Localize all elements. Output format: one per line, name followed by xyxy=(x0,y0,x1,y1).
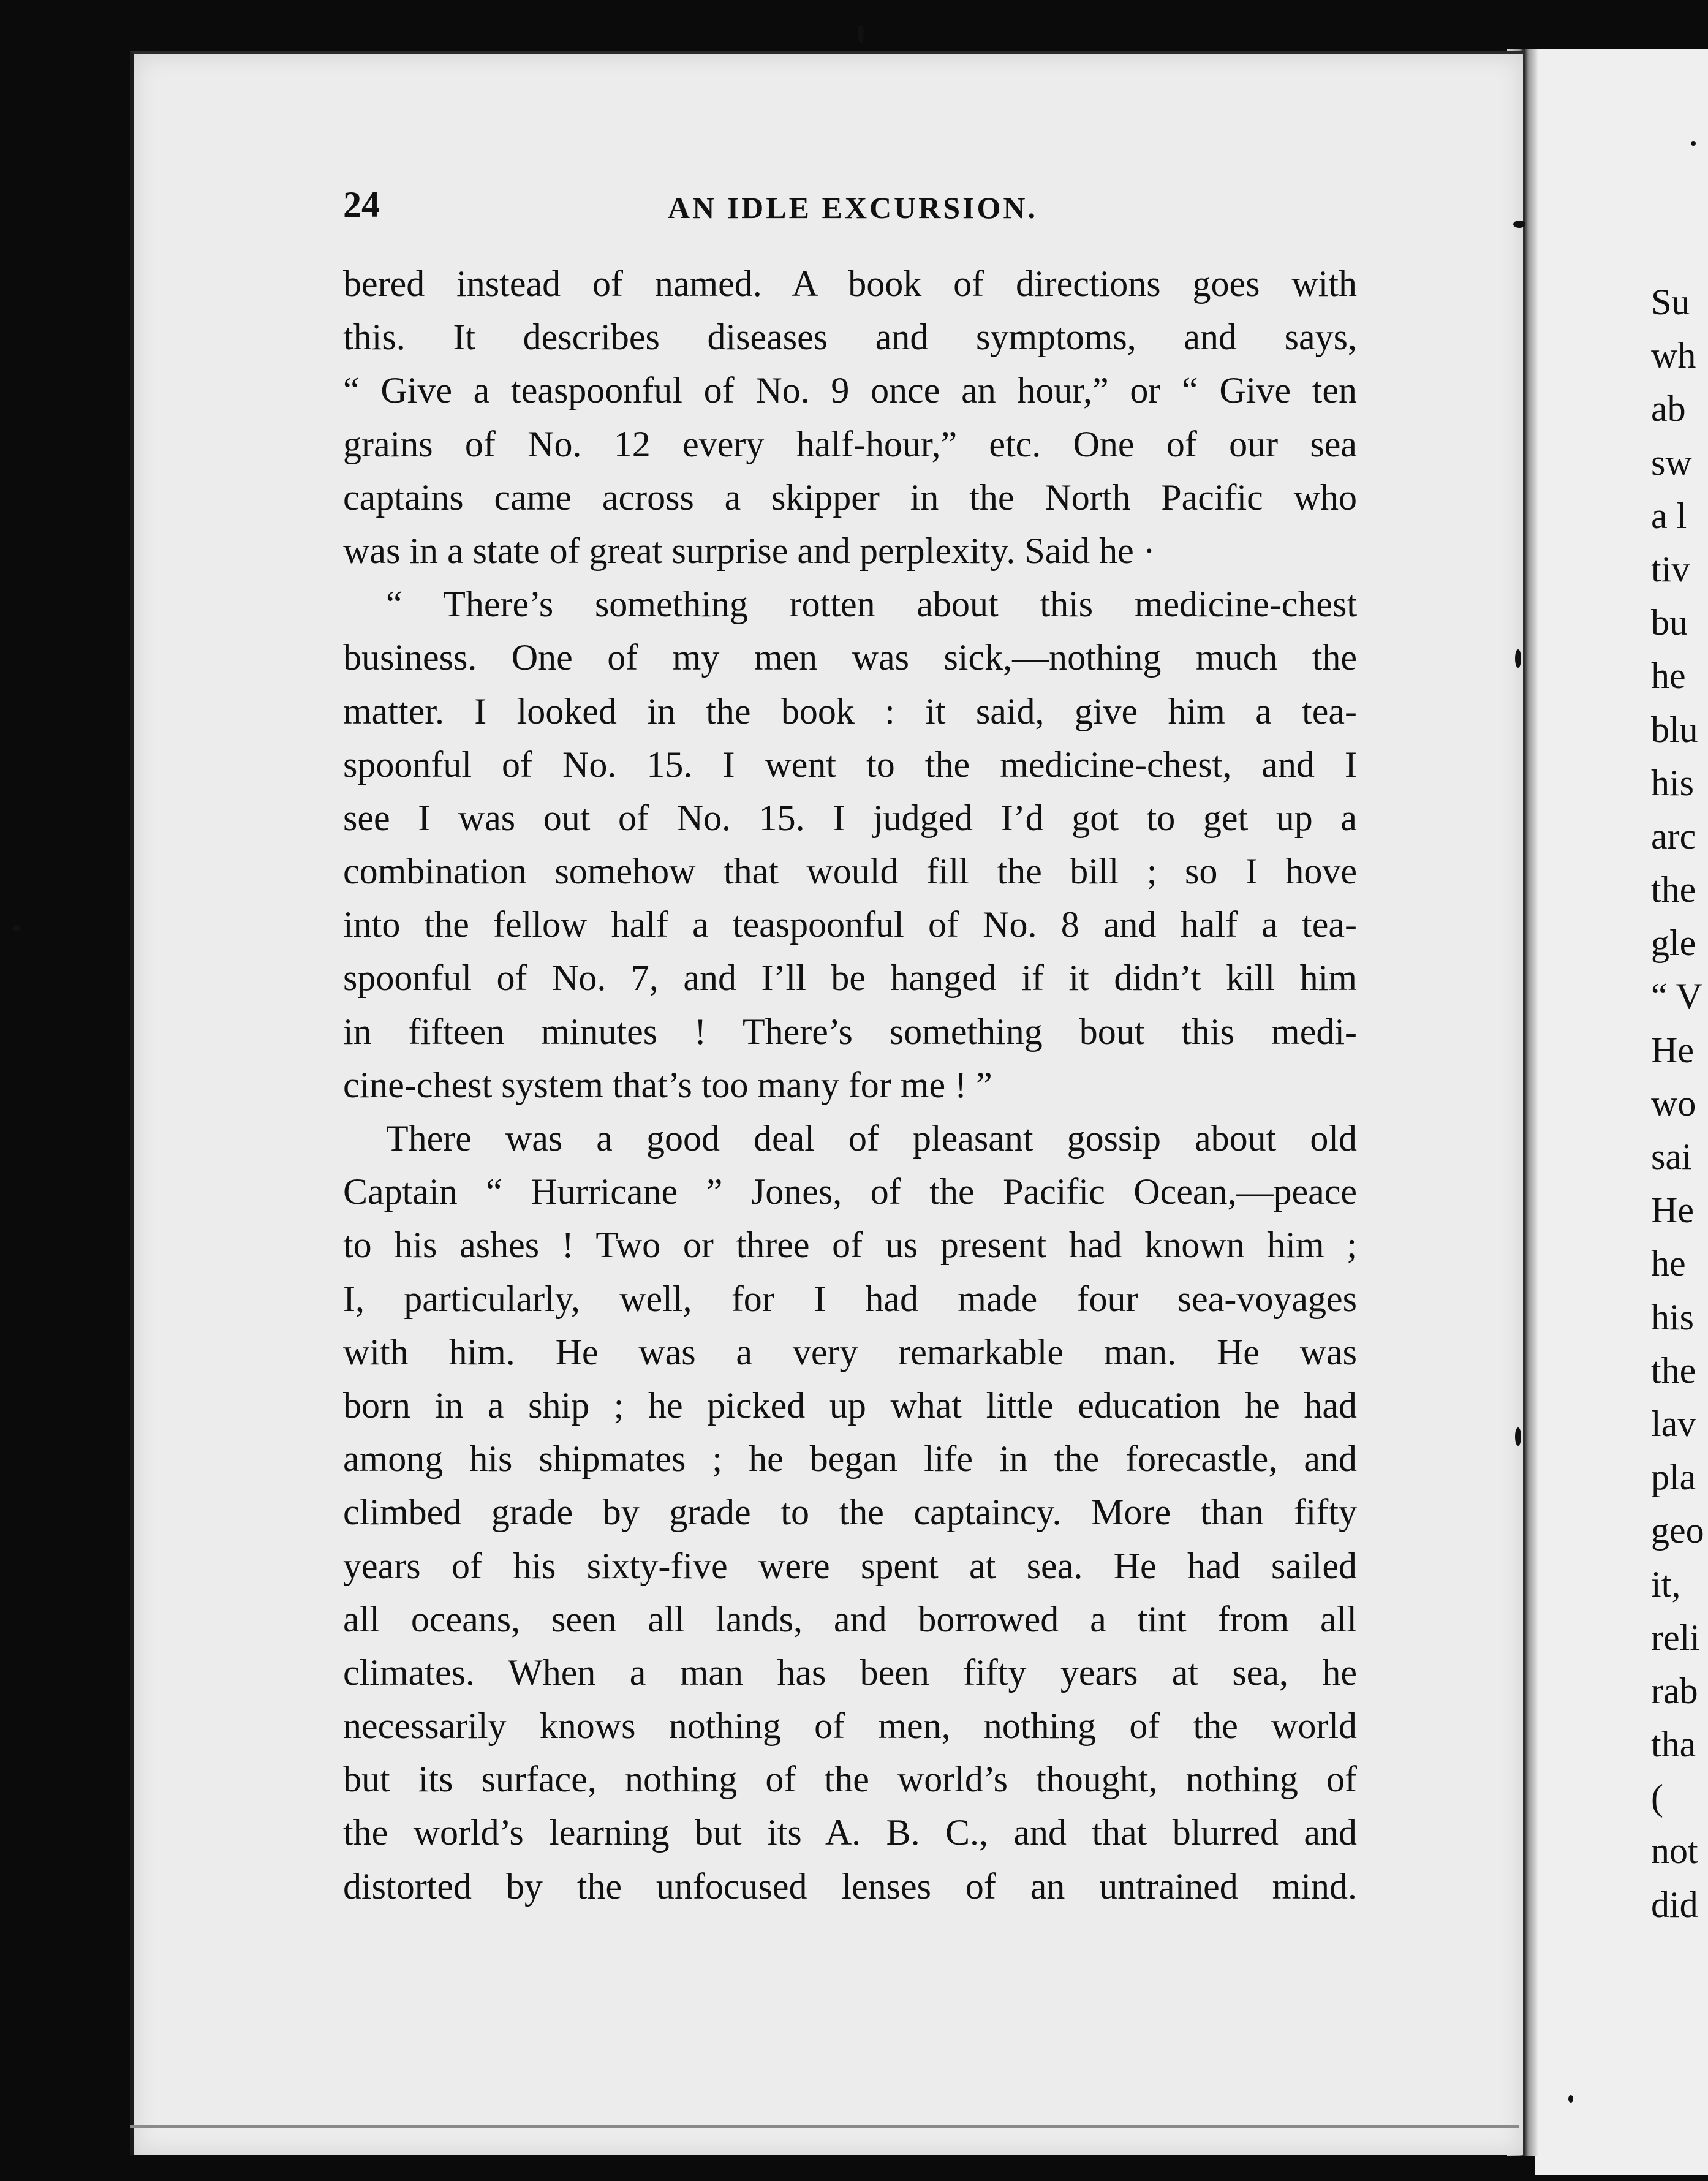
text-line: climates. When a man has been fifty years at sea, he xyxy=(343,1652,1357,1693)
right-page-fragment: pla xyxy=(1651,1457,1696,1498)
right-page-fragment: the xyxy=(1651,869,1696,910)
text-line: all oceans, seen all lands, and borrowed a tint from all xyxy=(343,1598,1357,1639)
right-page-fragment: lav xyxy=(1651,1403,1696,1444)
right-page-fragment: He xyxy=(1651,1190,1694,1231)
text-line: business. One of my men was sick,—nothing much the xyxy=(343,637,1357,678)
text-line: years of his sixty-five were spent at sea. He had sailed xyxy=(343,1545,1357,1586)
scan-speck xyxy=(12,925,21,931)
text-line: to his ashes ! Two or three of us present had known him ; xyxy=(343,1225,1357,1266)
text-line: combination somehow that would fill the bill ; so I hove xyxy=(343,851,1357,892)
right-page-fragment: rab xyxy=(1651,1670,1698,1711)
right-page-fragment: his xyxy=(1651,762,1695,803)
text-line: matter. I looked in the book : it said, give him a tea- xyxy=(343,690,1357,731)
scan-speck xyxy=(1691,141,1696,146)
scan-speck xyxy=(1513,221,1525,228)
scan-speck xyxy=(1515,649,1521,668)
right-page-fragment: not xyxy=(1651,1831,1698,1872)
text-line: necessarily knows nothing of men, nothing of the world xyxy=(343,1706,1357,1747)
right-page-fragment: wo xyxy=(1651,1083,1696,1124)
right-page-fragment: tha xyxy=(1651,1724,1696,1765)
text-line: see I was out of No. 15. I judged I’d got to get up a xyxy=(343,797,1357,838)
scan-speck xyxy=(1515,1427,1521,1446)
text-line: was in a state of great surprise and perplexity. Said he · xyxy=(343,530,1155,571)
text-line: with him. He was a very remarkable man. He was xyxy=(343,1331,1357,1372)
right-page-fragment: gle xyxy=(1651,923,1696,964)
text-line: I, particularly, well, for I had made four sea-voyages xyxy=(343,1278,1357,1319)
right-page-fragment: “ V xyxy=(1651,976,1702,1017)
text-line: into the fellow half a teaspoonful of No. 8 and half a tea- xyxy=(343,904,1357,945)
text-line: “ There’s something rotten about this medicine-chest xyxy=(386,584,1357,625)
right-page-fragment: his xyxy=(1651,1296,1695,1337)
text-line: spoonful of No. 15. I went to the medicine-chest, and I xyxy=(343,744,1357,785)
text-line: among his shipmates ; he began life in the forecastle, and xyxy=(343,1438,1357,1480)
right-page-fragment: wh xyxy=(1651,335,1696,376)
text-line: “ Give a teaspoonful of No. 9 once an hour,” or “ Give ten xyxy=(343,370,1357,411)
right-page-fragment: Su xyxy=(1651,282,1690,322)
page-number: 24 xyxy=(343,184,380,225)
text-line: spoonful of No. 7, and I’ll be hanged if it didn’t kill him xyxy=(343,958,1357,999)
text-line: captains came across a skipper in the North Pacific who xyxy=(343,477,1357,518)
right-page-fragment: did xyxy=(1651,1884,1698,1925)
right-page-fragment: it, xyxy=(1651,1563,1681,1605)
text-line: but its surface, nothing of the world’s thought, nothing of xyxy=(343,1759,1357,1800)
right-page-fragment: ab xyxy=(1651,388,1686,429)
right-page-fragment: the xyxy=(1651,1350,1696,1391)
text-line: born in a ship ; he picked up what little education he had xyxy=(343,1385,1357,1426)
right-page-fragment: He xyxy=(1651,1029,1694,1070)
text-line: There was a good deal of pleasant gossip about old xyxy=(386,1118,1357,1159)
text-line: cine-chest system that’s too many for me ! ” xyxy=(343,1064,992,1105)
text-line: climbed grade by grade to the captaincy. More than fifty xyxy=(343,1492,1357,1533)
right-page-fragment: geo xyxy=(1651,1510,1704,1551)
scan-speck xyxy=(1568,2095,1573,2103)
right-page-text-fragments xyxy=(1651,276,1708,1932)
right-page-fragment: blu xyxy=(1651,709,1698,750)
text-line: Captain “ Hurricane ” Jones, of the Pacific Ocean,—peace xyxy=(343,1171,1357,1212)
right-page-fragment: sai xyxy=(1651,1136,1692,1177)
page-bottom-edge xyxy=(130,2125,1519,2128)
text-line: distorted by the unfocused lenses of an untrained mind. xyxy=(343,1865,1357,1907)
text-line: the world’s learning but its A. B. C., and that blurred and xyxy=(343,1812,1357,1853)
text-line: grains of No. 12 every half-hour,” etc. One of our sea xyxy=(343,423,1357,464)
text-line: in fifteen minutes ! There’s something bout this medi- xyxy=(343,1011,1357,1052)
right-page-fragment: tiv xyxy=(1651,548,1690,589)
right-page-fragment: ( xyxy=(1651,1777,1663,1818)
text-line: bered instead of named. A book of directions goes with xyxy=(343,263,1357,304)
text-line: this. It describes diseases and symptoms, and says, xyxy=(343,317,1357,358)
right-page-fragment: he xyxy=(1651,1243,1686,1284)
right-page-fragment: a l xyxy=(1651,495,1687,536)
right-page-fragment: arc xyxy=(1651,815,1696,856)
running-title: AN IDLE EXCURSION. xyxy=(668,191,1038,225)
right-page-fragment: he xyxy=(1651,656,1686,697)
right-page-fragment: reli xyxy=(1651,1617,1700,1658)
right-page-fragment: sw xyxy=(1651,442,1692,483)
right-page-fragment: bu xyxy=(1651,602,1688,643)
body-text xyxy=(343,257,1357,1913)
scan-speck xyxy=(858,25,864,43)
